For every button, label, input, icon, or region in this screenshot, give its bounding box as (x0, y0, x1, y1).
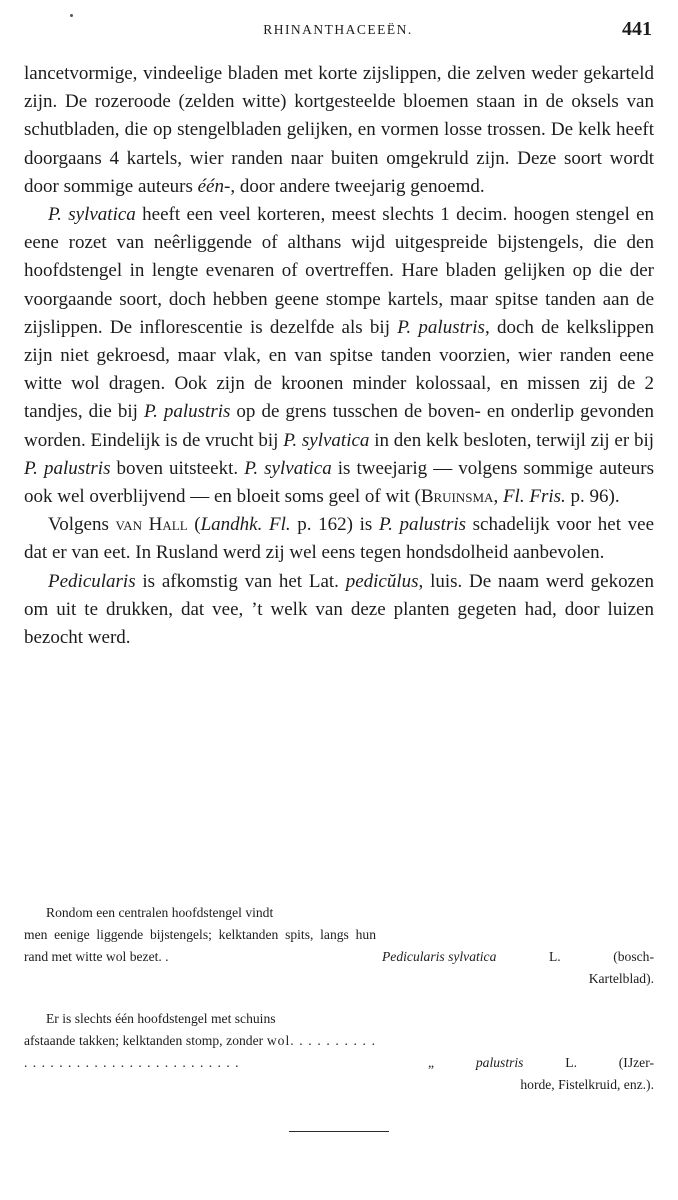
italic-text: P. sylvatica (244, 457, 332, 479)
paragraph-1 (24, 60, 654, 201)
italic-text: P. sylvatica (48, 204, 136, 226)
text-run: , luis. De naam werd gekozen om uit te drukken, dat vee, ’t welk van deze planten gegeten had, door luizen bezocht werd. (24, 570, 654, 649)
author-name: van Hall (115, 514, 188, 536)
text-run: , doch de kelkslippen zijn niet gekroesd, maar vlak, en van spitse tanden voorzien, wier randen eene witte wol dragen. Ook zijn de kroonen minder kolossaal, en missen zij de 2 tandjes, die bij (24, 316, 654, 423)
key-description-line: afstaande takken; kelktanden stomp, zonder (24, 1033, 264, 1048)
key-description-line: spits, langs hun rand met witte wol bezet. . (24, 927, 376, 964)
text-run: Volgens (48, 514, 116, 536)
paragraph-2 (24, 201, 654, 511)
key-common-name-cont: horde, Fistelkruid, enz.). (520, 1077, 654, 1092)
text-run: , door andere tweejarig genoemd. (230, 175, 485, 197)
italic-text: P. sylvatica (283, 429, 370, 451)
text-run: heeft een veel korteren, meest slechts 1 decim. hoogen stengel en eene rozet van neêrliggende of althans wijd uitgespreide bijstengels, die den hoofdstengel in lengte evenaren of overtreffen. Hare bladen gelijken op die der voorgaande soort, doch hebben geene stompe kartels, maar spitse tanden aan de zijslippen. De inflorescentie is dezelfde als bij (24, 204, 655, 338)
key-description (24, 1008, 376, 1074)
text-run: in den kelk besloten, terwijl zij er bij (369, 429, 655, 451)
author-name: Bruinsma (420, 486, 494, 508)
italic-text: één- (197, 175, 231, 197)
key-description (24, 902, 376, 968)
key-common-name-cont: Kartelblad). (588, 971, 654, 986)
italic-text: P. palustris (397, 316, 485, 338)
print-speck (70, 14, 73, 17)
page-number: 441 (622, 18, 652, 40)
identification-key-entry-2 (24, 1008, 654, 1092)
text-run: op de grens tusschen de boven- en onderlip gevonden worden. Eindelijk is de vrucht bij (24, 401, 654, 451)
key-author: L. (548, 949, 561, 964)
paragraph-4 (24, 568, 654, 653)
italic-text: P. palustris (24, 457, 111, 479)
text-run: , (493, 486, 503, 508)
italic-text: P. palustris (378, 514, 467, 536)
identification-key-entry-1 (24, 902, 654, 986)
italic-text: Pedicularis (48, 570, 136, 592)
key-common-name: (bosch- (613, 949, 654, 964)
key-result (382, 1052, 654, 1096)
text-run: is afkomstig van het Lat. (135, 570, 346, 592)
key-species: Pedicularis sylvatica (382, 949, 497, 964)
body-text (24, 60, 654, 652)
text-run: boven uitsteekt. (110, 457, 245, 479)
text-run: is tweejarig — volgens sommige auteurs ook wel overblijvend — en bloeit soms geel of wit ( (24, 457, 655, 508)
text-run: ( (187, 514, 201, 536)
italic-text: Landhk. Fl. (200, 514, 291, 536)
key-species: palustris (475, 1055, 524, 1070)
paragraph-3 (24, 511, 654, 567)
text-run: lancetvormige, vindeelige bladen met korte zijslippen, die zelven weder gekarteld zijn. De rozeroode (zelden witte) kortgesteelde bloemen staan in de oksels van schutbladen, die op stengelbladen gelijken, en vormen losse trossen. De kelk heeft doorgaans 4 kartels, wier randen naar buiten omgekruld zijn. Deze soort wordt door sommige auteurs (24, 63, 654, 197)
running-head (24, 18, 652, 48)
running-title: RHINANTHACEEËN. (263, 22, 413, 37)
key-common-name: (IJzer- (618, 1055, 654, 1070)
text-run: p. 162) is (290, 514, 379, 536)
key-description-line: men eenige liggende bijstengels; kelktanden (24, 927, 279, 942)
key-description-line: Rondom een centralen hoofdstengel vindt (46, 905, 274, 920)
italic-text: P. palustris (143, 401, 231, 423)
key-description-line: wol. . . . . . . . . . . . . . . . . . . . . . . . . . . . . . . . . . . (24, 1033, 376, 1070)
ditto-mark: „ (428, 1055, 435, 1070)
key-description-line: Er is slechts één hoofdstengel met schuins (46, 1011, 276, 1026)
text-run: p. 96). (565, 486, 620, 508)
text-run: schadelijk voor het vee dat er van eet. In Rusland werd zij wel eens tegen hondsdolheid aanbevolen. (24, 514, 654, 564)
key-author: L. (565, 1055, 577, 1070)
italic-text: Fl. Fris. (502, 486, 566, 508)
italic-text: pedicŭlus (345, 570, 419, 592)
key-result (382, 946, 654, 990)
section-divider (289, 1131, 389, 1132)
